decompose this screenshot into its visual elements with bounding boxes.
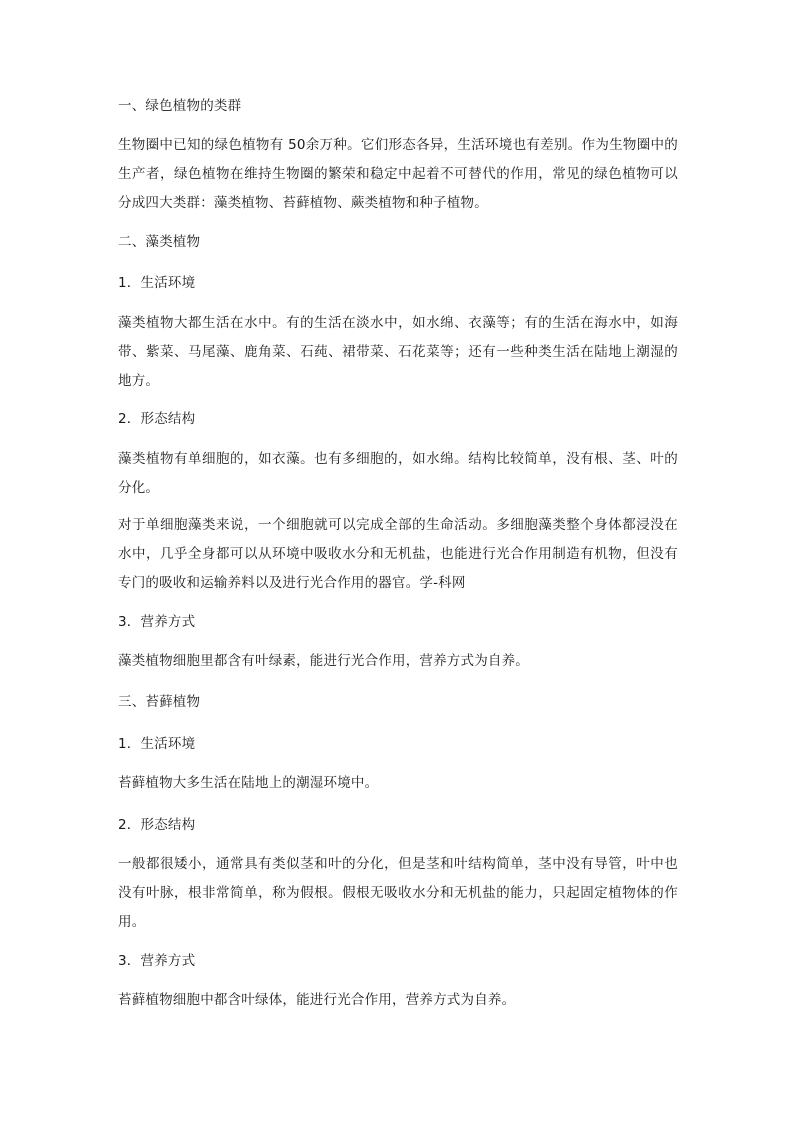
paragraph-algae-cells: 对于单细胞藻类来说，一个细胞就可以完成全部的生命活动。多细胞藻类整个身体都浸没在水中，几乎全身都可以从环境中吸收水分和无机盐，也能进行光合作用制造有机物，但没有专门的吸收和运输养料以及进行光合作用的器官。学-科网 <box>118 517 678 591</box>
section-heading-3: 三、苔藓植物 <box>118 694 201 710</box>
subheading-algae-habitat: 1．生活环境 <box>118 275 196 291</box>
paragraph-moss-habitat: 苔藓植物大多生活在陆地上的潮湿环境中。 <box>118 775 379 791</box>
subheading-moss-structure: 2．形态结构 <box>118 817 196 833</box>
paragraph-moss-structure: 一般都很矮小，通常具有类似茎和叶的分化，但是茎和叶结构简单，茎中没有导管，叶中也没有叶脉，根非常简单，称为假根。假根无吸收水分和无机盐的能力，只起固定植物体的作用。 <box>118 856 678 930</box>
paragraph-intro: 生物圈中已知的绿色植物有 50余万种。它们形态各异，生活环境也有差别。作为生物圈中的生产者，绿色植物在维持生物圈的繁荣和稳定中起着不可替代的作用，常见的绿色植物可以分成四大类群：藻类植物、苔藓植物、蕨类植物和种子植物。 <box>118 137 678 211</box>
subheading-moss-nutrition: 3．营养方式 <box>118 953 196 969</box>
paragraph-moss-nutrition: 苔藓植物细胞中都含叶绿体，能进行光合作用，营养方式为自养。 <box>118 992 516 1008</box>
paragraph-algae-structure: 藻类植物有单细胞的，如衣藻。也有多细胞的，如水绵。结构比较简单，没有根、茎、叶的分化。 <box>118 451 678 496</box>
subheading-algae-structure: 2．形态结构 <box>118 411 196 427</box>
section-heading-1: 一、绿色植物的类群 <box>118 98 242 114</box>
subheading-algae-nutrition: 3．营养方式 <box>118 614 196 630</box>
paragraph-algae-habitat: 藻类植物大都生活在水中。有的生活在淡水中，如水绵、衣藻等；有的生活在海水中，如海带、紫菜、马尾藻、鹿角菜、石莼、裙带菜、石花菜等；还有一些种类生活在陆地上潮湿的地方。 <box>118 315 678 389</box>
paragraph-algae-nutrition: 藻类植物细胞里都含有叶绿素，能进行光合作用，营养方式为自养。 <box>118 653 529 669</box>
section-heading-2: 二、藻类植物 <box>118 234 201 250</box>
subheading-moss-habitat: 1．生活环境 <box>118 736 196 752</box>
